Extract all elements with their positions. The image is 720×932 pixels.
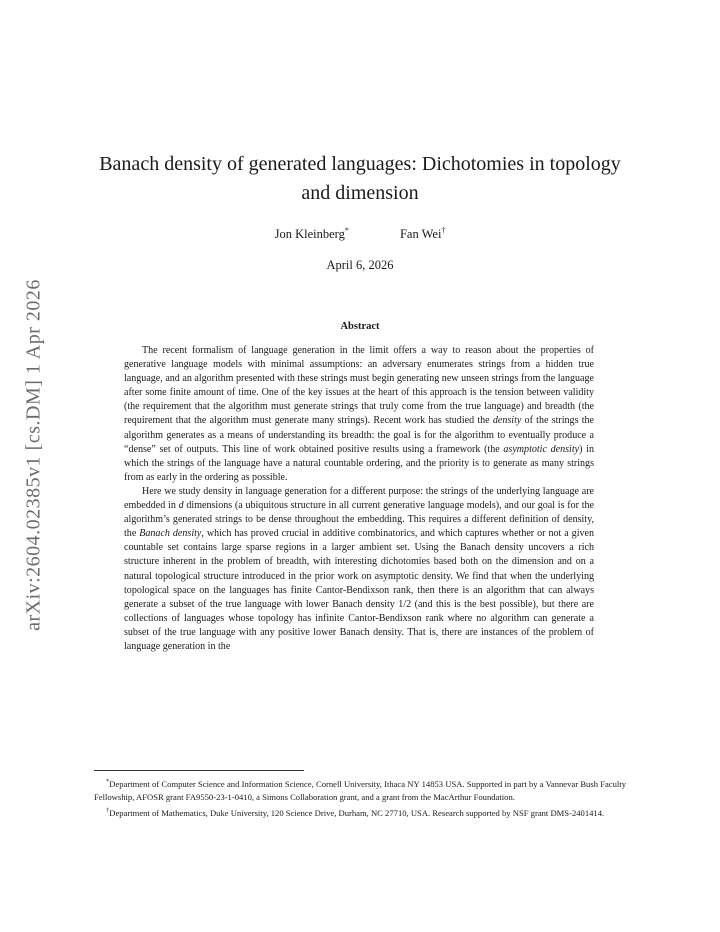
author-name: Jon Kleinberg bbox=[274, 227, 345, 242]
author-name: Fan Wei bbox=[399, 227, 442, 242]
text-run: dimensions (a ubiquitous structure in all current generative language models), and our goal is for the algorithm’s generated strings to be dense throughout the embedding. This requires a different definition of density, the bbox=[124, 500, 594, 540]
text-run: The recent formalism of language generation in the limit offers a way to reason about the properties of generative language models with minimal assumptions: an adversary enumerates strings from a hidden true language, and an algorithm presented with these strings must begin generating new unseen strings from the language after some finite amount of time. One of the key issues at the heart of this approach is the tension between validity (the requirement that the algorithm must generate strings that truly come from the true language) and breadth (the requirement that the algorithm must generate many strings). Recent work has studied the bbox=[124, 345, 594, 427]
footnote-mark: † bbox=[441, 226, 446, 235]
abstract-heading: Abstract bbox=[340, 321, 380, 332]
text-run: , which has proved crucial in additive combinatorics, and which captures whether or not a given countable set contains large sparse regions in a larger ambient set. Using the Banach density uncovers a rich structure inherent in the problem of breadth, with interesting dichotomies based both on the dimension and on a natural topological structure introduced in the prior work on asymptotic density. We find that when the underlying topological space on the languages has finite Cantor-Bendixson rank, then there is an algorithm that can always generate a subset of the true language with lower Banach density 1/2 (and this is the best possible), but there are collections of languages whose topology has infinite Cantor-Bendixson rank where no algorithm can generate a subset of the true language with any positive lower Banach density. That is, there are instances of the problem of language generation in the bbox=[124, 528, 595, 652]
emphasis: d bbox=[178, 500, 184, 512]
abstract-paragraph-1 bbox=[124, 344, 594, 485]
emphasis: asymptotic density bbox=[503, 443, 580, 455]
author-kleinberg bbox=[275, 226, 349, 242]
footnote-text: Department of Computer Science and Information Science, Cornell University, Ithaca NY 14853 USA. Supported in part by a Vannevar Bush Faculty Fellowship, AFOSR grant FA9550-23-1-0410, a Simons Collaboration grant, and a grant from the MacArthur Foundation. bbox=[94, 778, 626, 802]
text-run: Here we study density in language generation for a different purpose: the strings of the underlying language are embedded in bbox=[124, 485, 594, 512]
abstract-paragraph-2 bbox=[124, 485, 594, 654]
footnote-text: Department of Mathematics, Duke University, 120 Science Drive, Durham, NC 27710, USA. Research supported by NSF grant DMS-2401414. bbox=[109, 807, 605, 818]
paper-title: Banach density of generated languages: Dichotomies in topology and dimension bbox=[99, 153, 621, 204]
footnote-1 bbox=[94, 775, 626, 804]
paper-date: April 6, 2026 bbox=[326, 258, 394, 272]
emphasis: density bbox=[492, 415, 522, 427]
text-run: ) in which the strings of the language have a natural countable ordering, and the priority is to generate as many strings from as early in the ordering as possible. bbox=[124, 443, 594, 483]
footnotes bbox=[94, 775, 626, 820]
author-list bbox=[0, 226, 720, 242]
emphasis: Banach density bbox=[139, 528, 202, 540]
footnote-mark: † bbox=[106, 807, 110, 815]
author-wei bbox=[400, 226, 445, 242]
abstract-body bbox=[124, 344, 594, 654]
footnote-mark: * bbox=[344, 226, 349, 235]
footnote-divider bbox=[94, 770, 304, 771]
arxiv-identifier: arXiv:2604.02385v1 [cs.DM] 1 Apr 2026 bbox=[22, 279, 45, 631]
footnote-mark: * bbox=[106, 778, 110, 785]
text-run: of the strings the algorithm generates as a means of understanding its breadth: the goal is for the algorithm to eventually produce a “dense” set of outputs. This line of work obtained positive results using a framework (the bbox=[124, 415, 595, 455]
footnote-2 bbox=[94, 804, 626, 820]
